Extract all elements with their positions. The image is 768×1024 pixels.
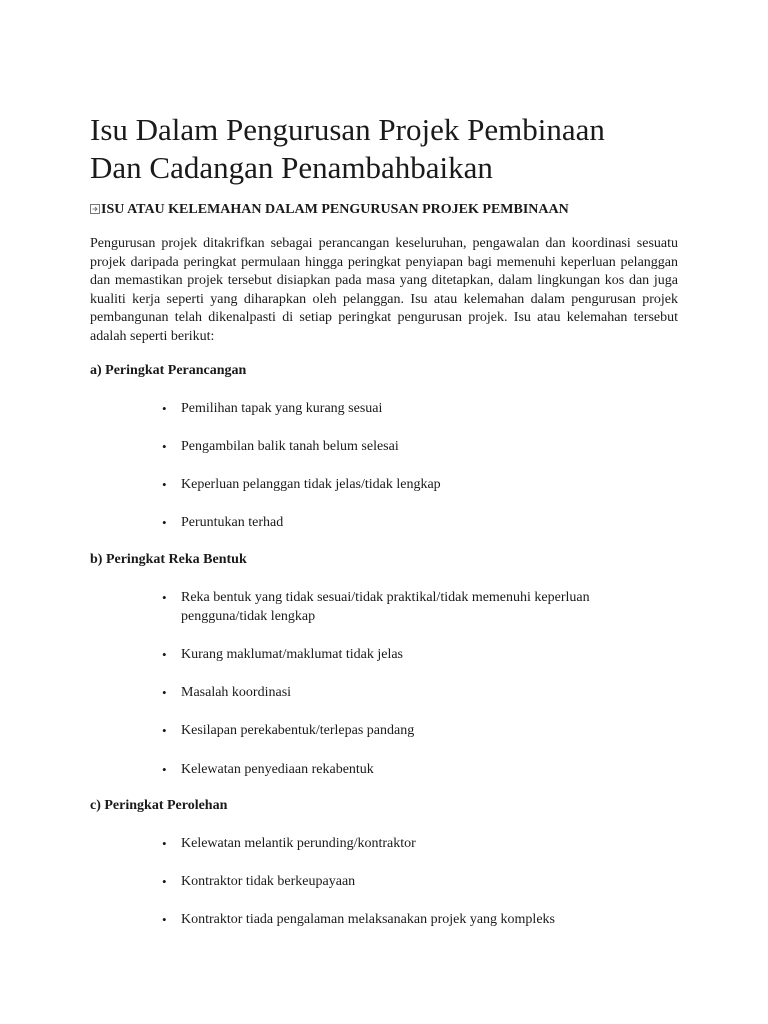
list-item — [162, 475, 641, 494]
list-item-text: Peruntukan terhad — [181, 515, 284, 530]
bullet-icon: • — [162, 590, 167, 605]
list-item — [162, 645, 641, 664]
title-line-2: Dan Cadangan Penambahbaikan — [90, 150, 493, 185]
bullet-icon: • — [162, 647, 167, 662]
bullet-icon: • — [162, 874, 167, 889]
bullet-icon: • — [162, 515, 167, 530]
group-heading-perancangan: a) Peringkat Perancangan — [90, 363, 247, 378]
list-item-text: Kurang maklumat/maklumat tidak jelas — [181, 647, 403, 662]
list-item — [162, 437, 641, 456]
bullet-icon: • — [162, 477, 167, 492]
list-item — [162, 513, 641, 532]
bullet-icon: • — [162, 836, 167, 851]
section-heading — [90, 201, 569, 219]
list-item — [162, 683, 641, 702]
external-link-icon — [90, 204, 100, 214]
list-item — [162, 760, 641, 779]
list-item — [162, 872, 641, 891]
list-item — [162, 721, 641, 740]
group-heading-perolehan: c) Peringkat Perolehan — [90, 798, 228, 813]
group-heading-reka-bentuk: b) Peringkat Reka Bentuk — [90, 552, 247, 567]
list-item-text: Pengambilan balik tanah belum selesai — [181, 439, 399, 454]
bullet-icon: • — [162, 439, 167, 454]
list-item-text: Masalah koordinasi — [181, 685, 292, 700]
list-item-text: Kelewatan melantik perunding/kontraktor — [181, 836, 416, 851]
list-item-text: Kontraktor tidak berkeupayaan — [181, 874, 356, 889]
list-item-text: Kontraktor tiada pengalaman melaksanakan projek yang kompleks — [181, 912, 555, 927]
bullet-icon: • — [162, 401, 167, 416]
bullet-icon: • — [162, 762, 167, 777]
document-title — [90, 111, 690, 187]
list-item-text: Kelewatan penyediaan rekabentuk — [181, 762, 374, 777]
bullet-icon: • — [162, 912, 167, 927]
list-item-text: Pemilihan tapak yang kurang sesuai — [181, 401, 383, 416]
list-item — [162, 588, 641, 626]
title-line-1: Isu Dalam Pengurusan Projek Pembinaan — [90, 112, 605, 147]
intro-paragraph: Pengurusan projek ditakrifkan sebagai perancangan keseluruhan, pengawalan dan koordinasi sesuatu projek daripada peringkat permulaan hingga peringkat penyiapan bagi memenuhi keperluan pelanggan dan memastikan projek tersebut disiapkan pada masa yang ditetapkan, dalam lingkungan kos dan juga kualiti kerja seperti yang diharapkan oleh pelanggan. Isu atau kelemahan dalam pengurusan projek pembangunan telah dikenalpasti di setiap peringkat pengurusan projek. Isu atau kelemahan tersebut adalah seperti berikut: — [90, 236, 678, 344]
list-item-text: Kesilapan perekabentuk/terlepas pandang — [181, 723, 415, 738]
bullet-icon: • — [162, 685, 167, 700]
section-heading-text: ISU ATAU KELEMAHAN DALAM PENGURUSAN PROJEK PEMBINAAN — [101, 202, 569, 217]
list-item — [162, 910, 641, 929]
list-item-text: Reka bentuk yang tidak sesuai/tidak praktikal/tidak memenuhi keperluan pengguna/tidak lengkap — [181, 590, 590, 624]
bullet-icon: • — [162, 723, 167, 738]
list-item-text: Keperluan pelanggan tidak jelas/tidak lengkap — [181, 477, 441, 492]
list-item — [162, 834, 641, 853]
list-item — [162, 399, 641, 418]
